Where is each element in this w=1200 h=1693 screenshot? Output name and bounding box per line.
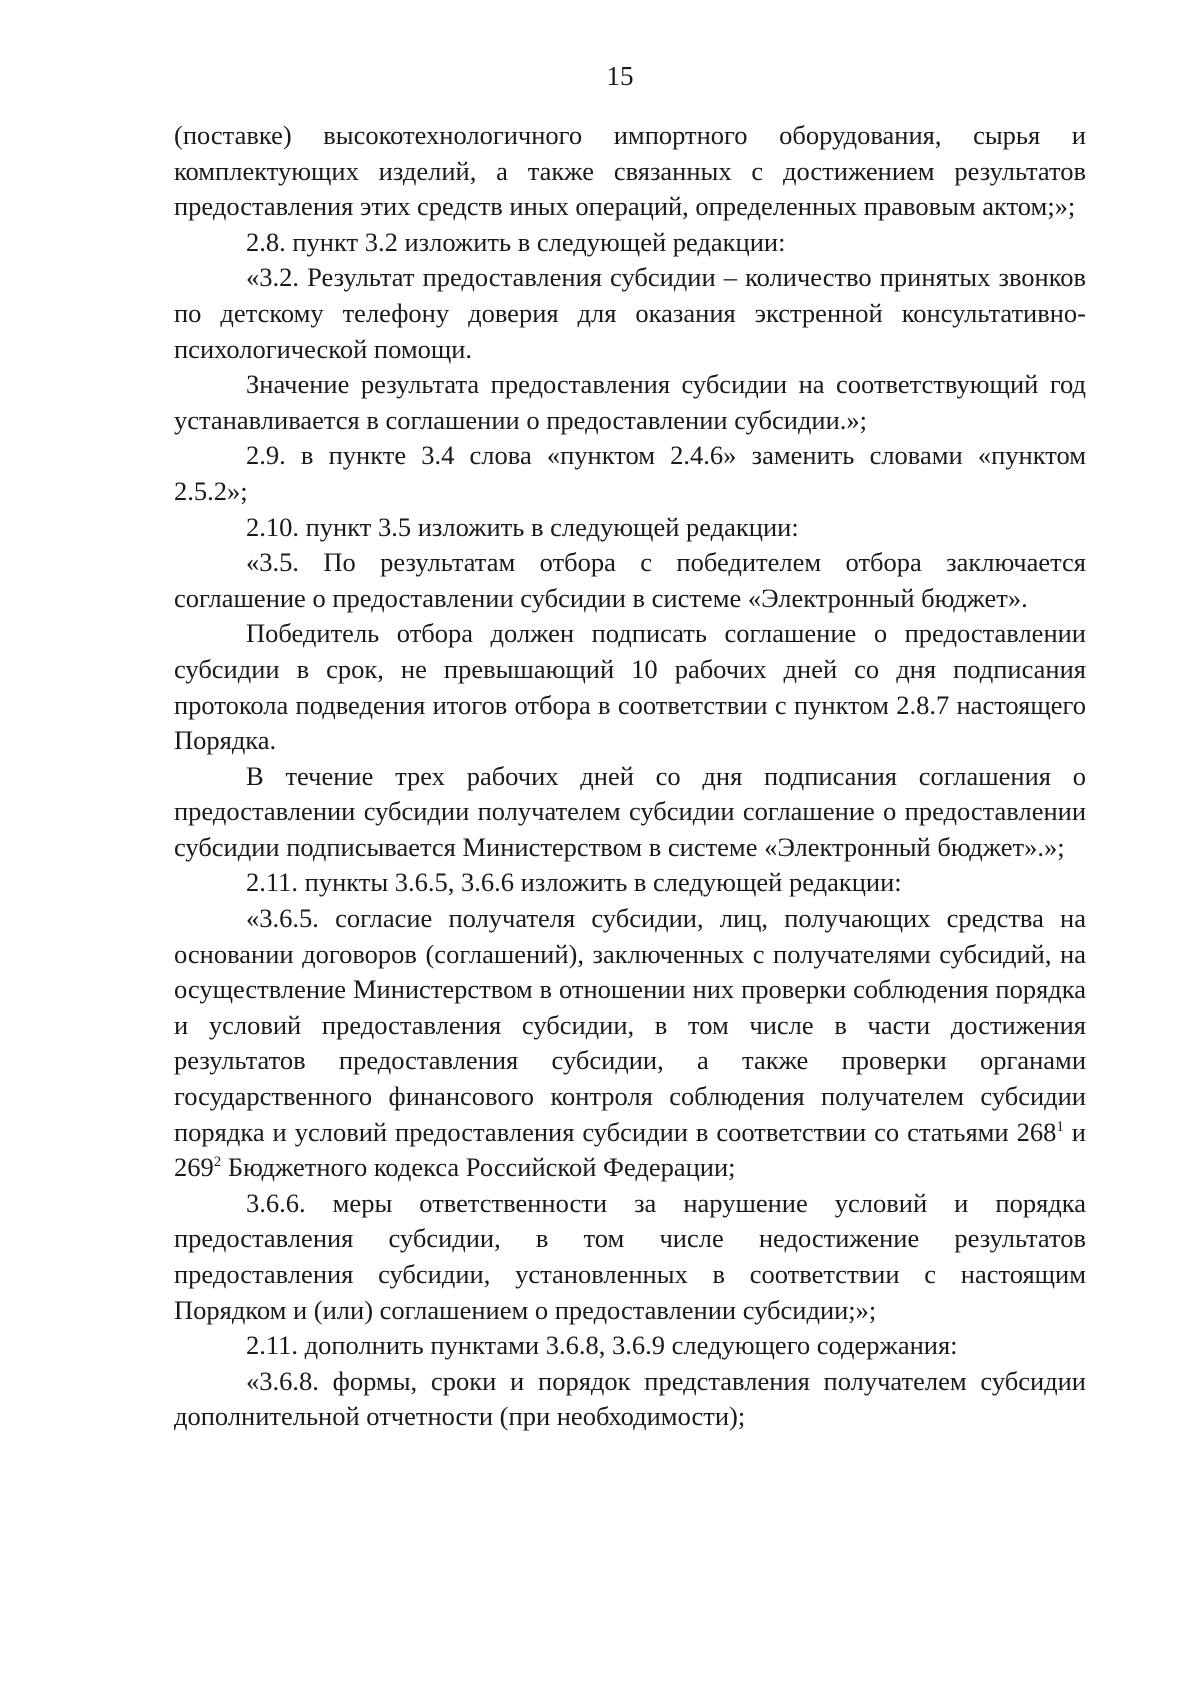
superscript-1: 1 xyxy=(1056,1118,1064,1135)
paragraph: 3.6.6. меры ответственности за нарушение условий и порядка предоставления субсидии, в том числе недостижение результатов предоставления субсидии, установленных в соответствии с настоящим Порядком и (или) соглашением о предоставлении субсидии;»; xyxy=(174,1187,1086,1325)
paragraph: «3.5. По результатам отбора с победителем отбора заключается соглашение о предоставлении субсидии в системе «Электронный бюджет». xyxy=(174,547,1086,613)
document-body xyxy=(174,118,1086,1435)
paragraph-text-before: «3.6.5. согласие получателя субсидии, лиц, получающих средства на основании договоров (соглашений), заключенных с получателями субсидий, на осуществление Министерством в отношении них проверки соблюдения порядка и условий предоставления субсидии, в том числе в части достижения результатов предоставления субсидии, а также проверки органами государственного финансового контроля соблюдения получателем субсидии порядка и условий предоставления субсидии в соответствии со статьями 268 xyxy=(174,903,1086,1147)
paragraph-with-superscripts xyxy=(174,901,1086,1186)
paragraph: 2.8. пункт 3.2 изложить в следующей редакции: xyxy=(246,226,786,257)
paragraph-text-after: Бюджетного кодекса Российской Федерации; xyxy=(221,1152,736,1183)
paragraph-text-middle: и 269 xyxy=(174,1116,1086,1183)
paragraph: В течение трех рабочих дней со дня подписания соглашения о предоставлении субсидии получателем субсидии соглашение о предоставлении субсидии подписывается Министерством в системе «Электронный бюджет».»; xyxy=(174,760,1086,862)
paragraph: «3.6.8. формы, сроки и порядок представления получателем субсидии дополнительной отчетности (при необходимости); xyxy=(174,1365,1086,1432)
paragraph: 2.11. дополнить пунктами 3.6.8, 3.6.9 следующего содержания: xyxy=(246,1330,958,1361)
paragraph: 2.9. в пункте 3.4 слова «пунктом 2.4.6» заменить словами «пунктом 2.5.2»; xyxy=(174,440,1086,506)
page-number: 15 xyxy=(606,61,634,91)
paragraph: Значение результата предоставления субсидии на соответствующий год устанавливается в соглашении о предоставлении субсидии.»; xyxy=(174,369,1086,435)
paragraph: Победитель отбора должен подписать соглашение о предоставлении субсидии в срок, не превышающий 10 рабочих дней со дня подписания протокола подведения итогов отбора в соответствии с пунктом 2.8.7 настоящего Порядка. xyxy=(174,618,1086,756)
superscript-2: 2 xyxy=(213,1154,222,1171)
paragraph: (поставке) высокотехнологичного импортного оборудования, сырья и комплектующих изделий, а также связанных с достижением результатов предоставления этих средств иных операций, определенных правовым актом;»; xyxy=(174,120,1086,222)
paragraph: 2.10. пункт 3.5 изложить в следующей редакции: xyxy=(246,511,799,542)
paragraph: «3.2. Результат предоставления субсидии – количество принятых звонков по детскому телефону доверия для оказания экстренной консультативно-психологической помощи. xyxy=(174,262,1086,364)
paragraph: 2.11. пункты 3.6.5, 3.6.6 изложить в следующей редакции: xyxy=(246,867,902,898)
